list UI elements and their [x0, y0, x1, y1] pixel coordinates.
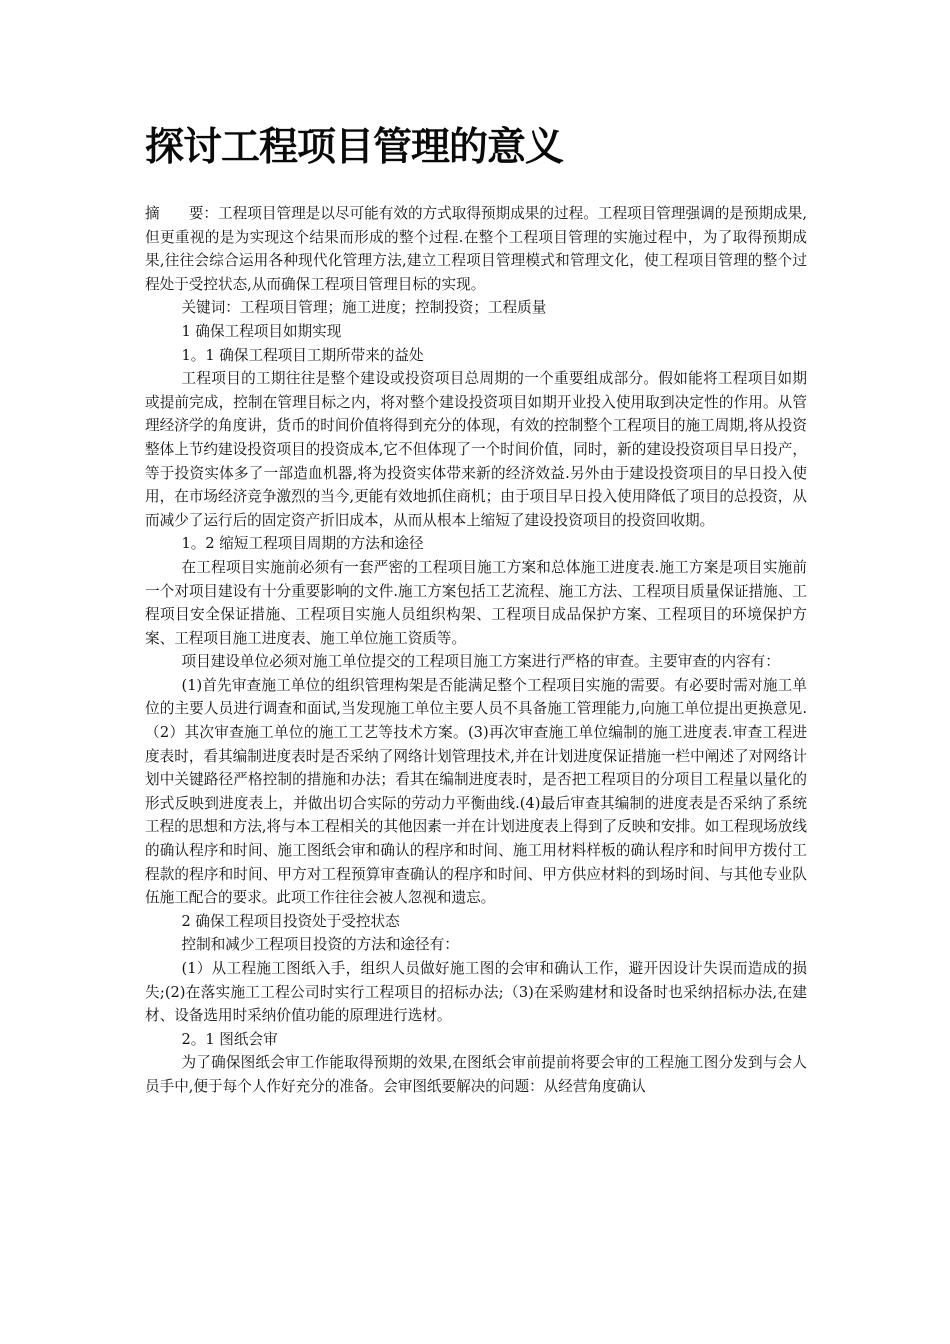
subsection-heading: 1。2 缩短工程项目周期的方法和途径	[181, 535, 424, 553]
body-paragraph: 为了确保图纸会审工作能取得预期的效果,在图纸会审前提前将要会审的工程施工图分发到与会人员手中,便于每个人作好充分的准备。会审图纸要解决的问题：从经营角度确认	[145, 1054, 807, 1095]
subsection-heading: 2。1 图纸会审	[181, 1030, 278, 1048]
section-heading: 2 确保工程项目投资处于受控状态	[181, 912, 400, 930]
abstract-paragraph: 摘 要：工程项目管理是以尽可能有效的方式取得预期成果的过程。工程项目管理强调的是预期成果,但更重视的是为实现这个结果而形成的整个过程.在整个工程项目管理的实施过程中，为了取得预期成果,往往会综合运用各种现代化管理方法,建立工程项目管理模式和管理文化，使工程项目管理的整个过程处于受控状态,从而确保工程项目管理目标的实现。	[145, 205, 807, 293]
body-paragraph: 项目建设单位必须对施工单位提交的工程项目施工方案进行严格的审查。主要审查的内容有：	[181, 653, 780, 671]
section-heading: 1 确保工程项目如期实现	[181, 322, 342, 340]
body-paragraph: 在工程项目实施前必须有一套严密的工程项目施工方案和总体施工进度表.施工方案是项目实施前一个对项目建设有十分重要影响的文件.施工方案包括工艺流程、施工方法、工程项目质量保证措施、工程项目安全保证措施、工程项目实施人员组织构架、工程项目成品保护方案、工程项目的环境保护方案、工程项目施工进度表、施工单位施工资质等。	[145, 558, 807, 647]
body-paragraph: (1）从工程施工图纸入手，组织人员做好施工图的会审和确认工作，避开因设计失误而造成的损失;(2)在落实施工工程公司时实行工程项目的招标办法;（3)在采购建材和设备时也采纳招标办法,在建材、设备选用时采纳价值功能的原理进行选材。	[145, 960, 807, 1025]
body-paragraph: 工程项目的工期往往是整个建设或投资项目总周期的一个重要组成部分。假如能将工程项目如期或提前完成，控制在管理目标之内，将对整个建设投资项目如期开业投入使用取到决定性的作用。从管理经济学的角度讲，货币的时间价值将得到充分的体现，有效的控制整个工程项目的施工周期,将从投资整体上节约建设投资项目的投资成本,它不但体现了一个时间价值，同时，新的建设投资项目早日投产，等于投资实体多了一部造血机器,将为投资实体带来新的经济效益.另外由于建设投资项目的早日投入使用，在市场经济竞争激烈的当今,更能有效地抓住商机；由于项目早日投入使用降低了项目的总投资，从而减少了运行后的固定资产折旧成本，从而从根本上缩短了建设投资项目的投资回收期。	[145, 370, 807, 529]
document-title: 探讨工程项目管理的意义	[145, 125, 564, 170]
subsection-heading: 1。1 确保工程项目工期所带来的益处	[181, 346, 424, 364]
body-paragraph: 控制和减少工程项目投资的方法和途径有：	[181, 936, 459, 954]
body-paragraph: (1)首先审查施工单位的组织管理构架是否能满足整个工程项目实施的需要。有必要时需对施工单位的主要人员进行调查和面试,当发现施工单位主要人员不具备施工管理能力,向施工单位提出更换意见.（2）其次审查施工单位的施工工艺等技术方案。(3)再次审查施工单位编制的施工进度表.审查工程进度表时，看其编制进度表时是否采纳了网络计划管理技术,并在计划进度保证措施一栏中阐述了对网络计划中关键路径严格控制的措施和办法；看其在编制进度表时，是否把工程项目的分项目工程量以量化的形式反映到进度表上，并做出切合实际的劳动力平衡曲线.(4)最后审查其编制的进度表是否采纳了系统工程的思想和方法,将与本工程相关的其他因素一并在计划进度表上得到了反映和安排。如工程现场放线的确认程序和时间、施工图纸会审和确认的程序和时间、施工用材料样板的确认程序和时间甲方拨付工程款的程序和时间、甲方对工程预算审查确认的程序和时间、甲方供应材料的到场时间、与其他专业队伍施工配合的要求。此项工作往往会被人忽视和遗忘。	[145, 676, 807, 907]
document-page	[145, 118, 807, 1099]
keywords-line: 关键词：工程项目管理；施工进度；控制投资；工程质量	[181, 299, 547, 317]
